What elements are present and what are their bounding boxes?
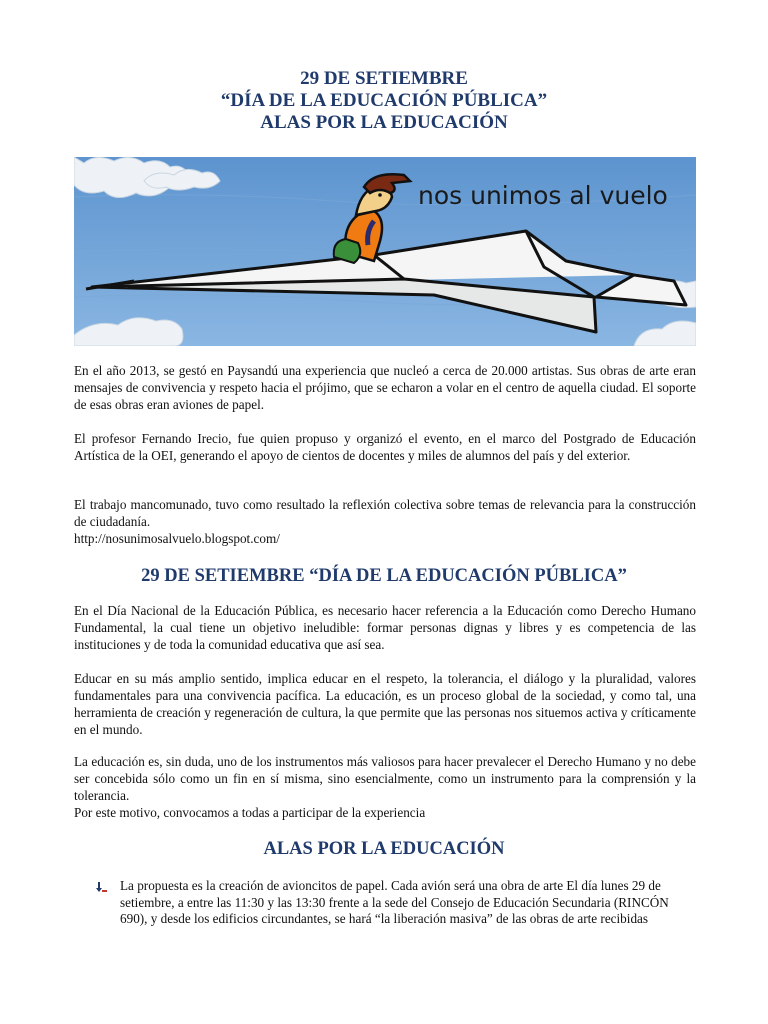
intro-paragraph-1: En el año 2013, se gestó en Paysandú una experiencia que nucleó a cerca de 20.000 artistas. Sus obras de arte eran mensajes de convivencia y respeto hacia el prójimo, que se echaron a volar en el centro de aquella ciudad. El soporte de esas obras eran aviones de papel. [74,363,696,412]
education-paragraph-2: Educar en su más amplio sentido, implica educar en el respeto, la tolerancia, el diálogo y la pluralidad, valores fundamentales para una convivencia pacífica. La educación, es un proceso global de la sociedad, y como tal, una herramienta de creación y regeneración de cultura, la que permite que las personas nos situemos activa y críticamente en el mundo. [74,671,696,737]
intro-paragraph-2: El profesor Fernando Irecio, fue quien propuso y organizó el evento, en el marco del Postgrado de Educación Artística de la OEI, generando el apoyo de cientos de docentes y miles de alumnos del país y del exterior. [74,431,696,463]
arrow-bullet-icon [96,881,108,893]
education-paragraph-4: Por este motivo, convocamos a todas a participar de la experiencia [74,805,426,820]
banner-caption: nos unimos al vuelo [418,181,668,210]
title-line-campaign: ALAS POR LA EDUCACIÓN [260,112,508,133]
title-line-day: “DÍA DE LA EDUCACIÓN PÚBLICA” [220,90,548,111]
title-line-date: 29 DE SETIEMBRE [300,68,468,89]
education-paragraph-3: La educación es, sin duda, uno de los instrumentos más valiosos para hacer prevalecer el Derecho Humano y no debe ser concebida sólo como un fin en sí misma, sino esencialmente, como un instrumento para la comprensión y la tolerancia. [74,754,696,803]
document-title [0,68,768,134]
blog-link[interactable]: http://nosunimosalvuelo.blogspot.com/ [74,531,280,546]
education-paragraph-1: En el Día Nacional de la Educación Pública, es necesario hacer referencia a la Educación como Derecho Humano Fundamental, la cual tiene un objetivo ineludible: formar personas dignas y libres y es competencia de las instituciones y de toda la comunidad educativa que así sea. [74,603,696,652]
intro-paragraph-3: El trabajo mancomunado, tuvo como resultado la reflexión colectiva sobre temas de relevancia para la construcción de ciudadanía. [74,497,696,529]
section-heading-education-day: 29 DE SETIEMBRE “DÍA DE LA EDUCACIÓN PÚBLICA” [141,566,627,586]
banner-image [74,157,696,346]
section-heading-wings: ALAS POR LA EDUCACIÓN [263,839,505,859]
list-item-text: La propuesta es la creación de avioncitos de papel. Cada avión será una obra de arte El día lunes 29 de setiembre, a entre las 11:30 y las 13:30 frente a la sede del Consejo de Educación Secundaria (RINCÓN 690), y desde los edificios circundantes, se hará “la liberación masiva” de las obras de arte recibidas [120,878,669,926]
